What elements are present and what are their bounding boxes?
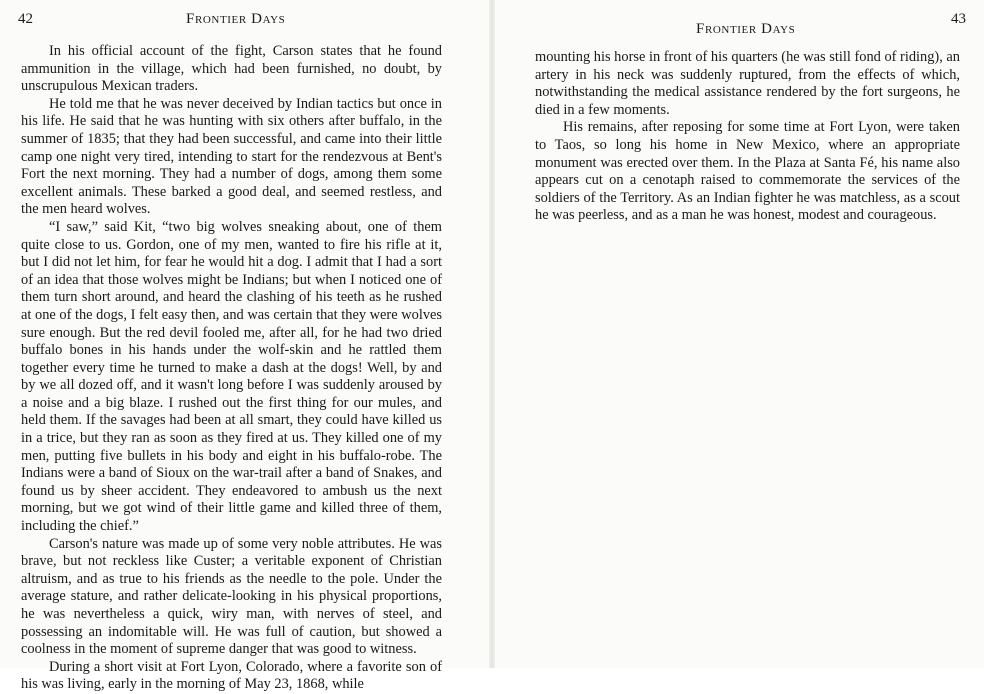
left-paragraph-4: Carson's nature was made up of some very noble attributes. He was brave, but not reckless like Custer; a veritable exponent of Christian altruism, and as true to his friends as the needle to the pole. Under the average stature, and rather delicate-looking in his physical proportions, he was nevertheless a quick, wiry man, with nerves of steel, and possessing an indomitable will. He was full of caution, but showed a coolness in the moment of supreme danger that was good to witness. <box>21 535 442 658</box>
left-page <box>0 0 490 693</box>
left-paragraph-3: “I saw,” said Kit, “two big wolves sneaking about, one of them quite close to us. Gordon, one of my men, wanted to fire his rifle at it, but I did not let him, for fear he would hit a dog. I admit that I had a sort of an idea that those wolves might be Indians; but when I noticed one of them turn short around, and heard the clashing of his teeth as he rushed at one of the dogs, I felt easy then, and was certain that they were wolves sure enough. But the red devil fooled me, after all, for he had two dried buffalo bones in his hands under the wolf-skin and he rattled them together every time he turned to make a dash at the dogs! Well, by and by we all dozed off, and it wasn't long before I was suddenly aroused by a noise and a big blaze. I rushed out the first thing for our mules, and held them. If the savages had been at all smart, they could have killed us in a trice, but they ran as soon as they fired at us. They killed one of my men, putting five bullets in his body and eight in his buffalo-robe. The Indians were a band of Sioux on the war-trail after a band of Snakes, and found us by sheer accident. They endeavored to ambush us the next morning, but we got wind of their little game and killed three of them, including the chief.” <box>21 218 442 535</box>
right-page-number: 43 <box>951 11 966 27</box>
left-page-number: 42 <box>18 11 33 27</box>
left-paragraph-1: In his official account of the fight, Carson states that he found ammunition in the village, which had been furnished, no doubt, by unscrupulous Mexican traders. <box>21 43 442 95</box>
left-paragraph-2: He told me that he was never deceived by Indian tactics but once in his life. He said that he was hunting with six others after buffalo, in the summer of 1835; that they had been successful, and came into their little camp one night very tired, intending to start for the rendezvous at Bent's Fort the next morning. They had a number of dogs, among them some excellent animals. These barked a good deal, and seemed restless, and the men heard wolves. <box>21 95 442 218</box>
right-page <box>494 0 984 668</box>
right-body-text <box>535 49 960 225</box>
right-paragraph-2: His remains, after reposing for some time at Fort Lyon, were taken to Taos, so long his home in New Mexico, where an appropriate monument was erected over them. In the Plaza at Santa Fé, his name also appears cut on a cenotaph raised to commemorate the services of the soldiers of the Territory. As an Indian fighter he was matchless, as a scout he was peerless, and as a man he was honest, modest and courageous. <box>535 119 960 224</box>
right-paragraph-1: mounting his horse in front of his quarters (he was still fond of riding), an artery in his neck was suddenly ruptured, from the effects of which, notwithstanding the medical assistance rendered by the fort surgeons, he died in a few moments. <box>535 49 960 118</box>
left-running-head: Frontier Days <box>186 11 286 27</box>
left-paragraph-5: During a short visit at Fort Lyon, Colorado, where a favorite son of his was living, early in the morning of May 23, 1868, while <box>21 658 442 693</box>
right-running-head: Frontier Days <box>696 21 796 37</box>
left-body-text <box>21 43 442 694</box>
